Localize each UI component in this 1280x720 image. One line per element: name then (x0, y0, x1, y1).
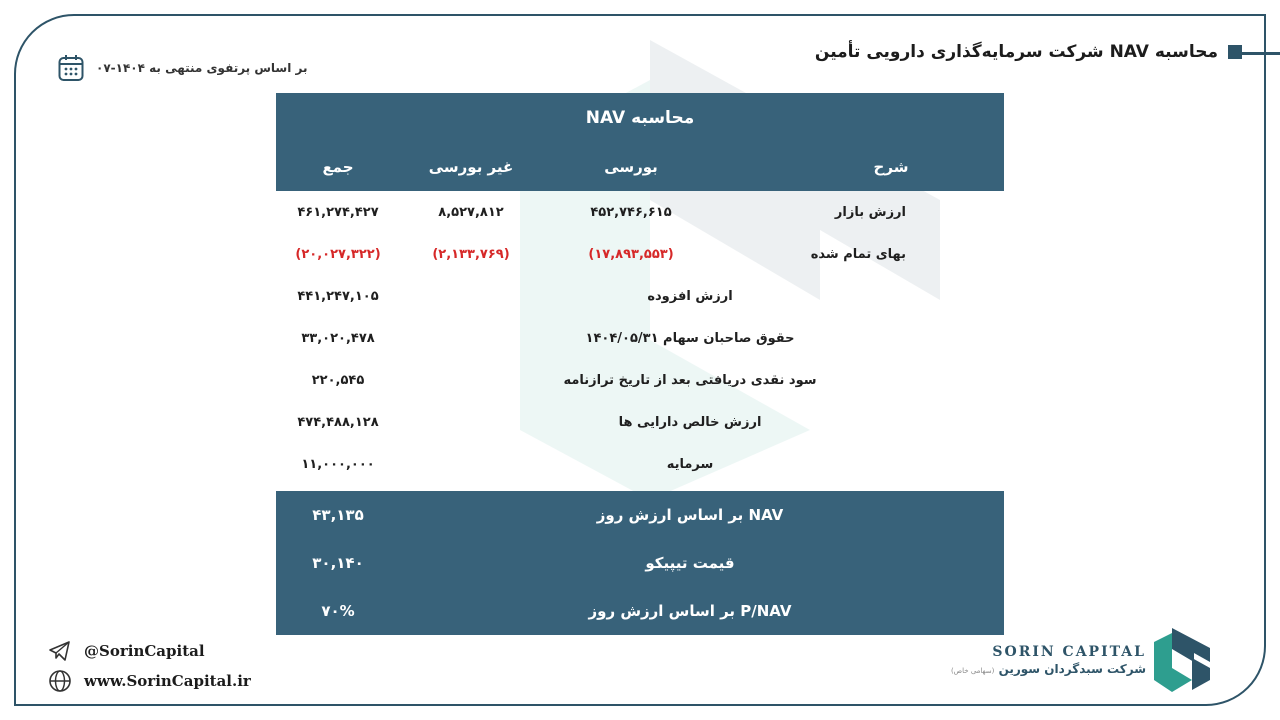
cell-bourse: ۴۵۲,۷۴۶,۶۱۵ (590, 204, 672, 220)
cell-gheyr: ۸,۵۲۷,۸۱۲ (438, 204, 504, 220)
col-header-gheyr: غیر بورسی (428, 158, 514, 176)
row-label: سرمایه (666, 456, 714, 472)
brand-text (951, 644, 1146, 676)
row-label: ارزش خالص دارایی ها (618, 414, 762, 430)
table-row (276, 191, 1004, 233)
table-title: محاسبه NAV (585, 108, 695, 128)
row-label: ارزش افزوده (647, 288, 733, 304)
table-row (276, 275, 1004, 317)
table-row (276, 359, 1004, 401)
footer-row-price (276, 539, 1004, 587)
cell-jam: (۲۰,۰۲۷,۳۲۲) (295, 246, 381, 262)
col-header-bourse: بورسی (604, 158, 658, 176)
cell-jam: ۴۷۴,۴۸۸,۱۲۸ (297, 414, 379, 430)
cell-jam: ۳۳,۰۲۰,۴۷۸ (301, 330, 375, 346)
cell-jam: ۴۶۱,۲۷۴,۴۲۷ (297, 204, 379, 220)
brand-name-fa-main: شرکت سبدگردان سورین (998, 662, 1146, 676)
website-link[interactable] (48, 666, 251, 696)
page-header (815, 42, 1242, 62)
cell-gheyr: (۲,۱۳۳,۷۶۹) (432, 246, 510, 262)
row-label: حقوق صاحبان سهام ۱۴۰۴/۰۵/۳۱ (585, 330, 795, 346)
row-label: بهای تمام شده (810, 246, 906, 262)
cell-jam: ۲۲۰,۵۴۵ (311, 372, 365, 388)
telegram-handle[interactable]: @SorinCapital (84, 642, 205, 660)
footer-value: ۷۰% (321, 602, 355, 620)
footer-row-nav (276, 491, 1004, 539)
table-row (276, 233, 1004, 275)
table-row (276, 401, 1004, 443)
brand-name-en: SORIN CAPITAL (992, 644, 1146, 660)
cell-bourse: (۱۷,۸۹۳,۵۵۳) (588, 246, 674, 262)
website-url[interactable]: www.SorinCapital.ir (84, 672, 251, 690)
calendar-icon (58, 54, 84, 82)
footer-label: NAV بر اساس ارزش روز (596, 506, 784, 524)
telegram-link[interactable] (48, 636, 251, 666)
portfolio-date (58, 54, 307, 82)
brand-name-fa-suffix: (سهامی خاص) (950, 667, 995, 675)
cell-jam: ۱۱,۰۰۰,۰۰۰ (301, 456, 375, 472)
title-marker (1228, 45, 1242, 59)
row-label: ارزش بازار (834, 204, 906, 220)
footer-label: قیمت تیپیکو (645, 554, 735, 572)
brand-name-fa (951, 662, 1146, 676)
cell-jam: ۴۴۱,۲۴۷,۱۰۵ (297, 288, 379, 304)
footer-value: ۴۳,۱۳۵ (312, 506, 364, 524)
column-headers (276, 143, 1004, 191)
footer-row-pnav (276, 587, 1004, 635)
portfolio-date-text: بر اساس پرتفوی منتهی به ۱۴۰۴-۰۷ (96, 61, 308, 75)
col-header-sharh: شرح (873, 158, 909, 176)
social-links (48, 636, 251, 696)
globe-icon (48, 669, 72, 693)
nav-table (276, 93, 1004, 635)
page-title: محاسبه NAV شرکت سرمایه‌گذاری دارویی تأمین (814, 42, 1218, 62)
footer-label: P/NAV بر اساس ارزش روز (588, 602, 792, 620)
table-header (276, 93, 1004, 191)
col-header-jam: جمع (322, 158, 354, 176)
table-row (276, 317, 1004, 359)
sorin-logo-icon (1154, 628, 1210, 692)
brand-logo (951, 628, 1210, 692)
table-row (276, 443, 1004, 485)
title-accent-line (1236, 52, 1280, 55)
footer-value: ۳۰,۱۴۰ (312, 554, 364, 572)
table-footer (276, 491, 1004, 635)
telegram-icon (48, 640, 72, 662)
row-label: سود نقدی دریافتی بعد از تاریخ ترازنامه (563, 372, 817, 388)
table-body (276, 191, 1004, 485)
